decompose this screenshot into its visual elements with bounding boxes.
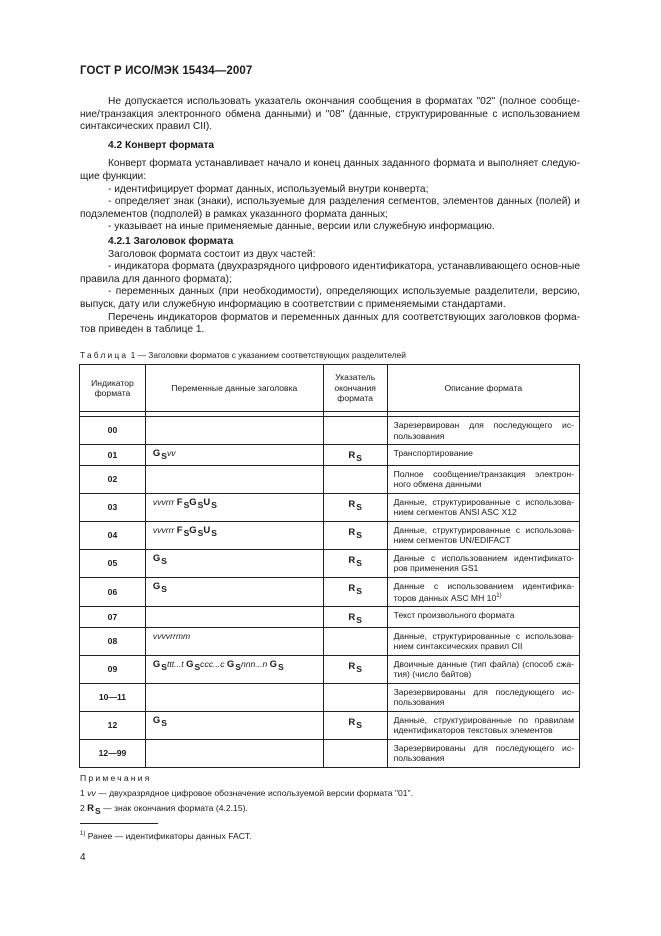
rs-terminator-symbol: RS [87, 803, 101, 816]
rs-terminator-symbol: RS [348, 582, 362, 596]
table-caption: Таблица 1 — Заголовки форматов с указанием соответствующих разделителей [80, 350, 406, 360]
table-notes [80, 773, 413, 819]
paragraph: Заголовок формата состоит из двух частей: [108, 248, 316, 260]
fs-separator-symbol: FS [176, 496, 190, 510]
list-item: - идентифицирует формат данных, используемый внутри конверта; [108, 183, 429, 195]
notes-label: Примечания [80, 773, 152, 783]
rs-terminator-symbol: RS [348, 450, 362, 463]
body-text [80, 96, 580, 337]
page-number: 4 [80, 852, 86, 863]
table-header-row [80, 365, 580, 412]
table-row: 02 Полное сообщение/транзакция электрон-ного обмена данными [80, 465, 580, 493]
list-item: - определяет знак (знаки), используемые для разделения сегментов, элементов данных (полей) и подэлементов (подполей) в рамках указанного формата данных; [80, 196, 580, 220]
gs-separator-symbol: GS [186, 658, 201, 672]
table-row: 00 Зарезервирован для последующего ис-пользования [80, 417, 580, 445]
paragraph: Конверт формата устанавливает начало и конец данных заданного формата и выполняет следую-щие функции: [80, 158, 580, 182]
table-row: 05 GS RS Данные с использованием идентификато-ров применения GS1 [80, 549, 580, 577]
column-header: Индикатор формата [80, 365, 146, 412]
table-row: 08 vvvvrrmm Данные, структурированные с использова-нием синтаксических правил CII [80, 627, 580, 655]
gs-separator-symbol: GS [152, 580, 167, 594]
column-header: Указатель окончания формата [323, 365, 387, 412]
table-row: 12 GS RS Данные, структурированные по правилам идентификаторов текстовых элементов [80, 711, 580, 739]
format-headers-table [79, 364, 580, 768]
section-heading-4-2: 4.2 Конверт формата [108, 139, 215, 151]
gs-separator-symbol: GS [152, 714, 167, 728]
paragraph: Перечень индикаторов форматов и переменных данных для соответствующих заголовков форма-тов приведен в таблице 1. [80, 311, 580, 336]
footnote-divider [80, 823, 158, 824]
gs-separator-symbol: GS [152, 552, 167, 566]
table-row: 12—99 Зарезервированы для последующего ис-пользования [80, 739, 580, 767]
table-row: 09 GSttt...t GSccc...c GSnnn...n GS RS Двоичные данные (тип файла) (способ сжа-тия) (число байтов) [80, 655, 580, 683]
rs-terminator-symbol: RS [348, 612, 362, 626]
gs-separator-symbol: GS [189, 496, 204, 510]
paragraph: Не допускается использовать указатель окончания сообщения в форматах "02" (полное сообще-ние/транзакция электронного обмена данными) и "08" (данные, структурированные с использованием синтаксических правил CII). [80, 96, 580, 133]
us-separator-symbol: US [203, 524, 217, 538]
section-heading-4-2-1: 4.2.1 Заголовок формата [108, 235, 234, 247]
list-item: - индикатора формата (двухразрядного цифрового идентификатора, устанавливающего основ-ные правила для данного формата); [80, 261, 580, 285]
rs-terminator-symbol: RS [348, 660, 362, 674]
fs-separator-symbol: FS [176, 524, 190, 538]
rs-terminator-symbol: RS [348, 526, 362, 540]
list-item: - переменных данных (при необходимости), определяющих используемые разделители, версию, выпуск, дату или служебную информацию в соответствии с применяемыми стандартами. [80, 286, 580, 310]
table-row: 06 GS RS Данные с использованием идентифика-торов данных ASC MH 10$^{1)}$ [80, 577, 580, 607]
column-header: Переменные данные заголовка [145, 365, 323, 412]
gs-separator-symbol: GS [269, 658, 284, 672]
note-1: 1 vv — двухразрядное цифровое обозначение используемой версии формата "01". [80, 788, 413, 798]
table-row: 04 vvvrrr FSGSUS RS Данные, структурированные с использова-нием сегментов UN/EDIFACT [80, 521, 580, 549]
list-item: - указывает на иные применяемые данные, версии или служебную информацию. [108, 221, 495, 233]
table-row: 01 GSvv RS Транспортирование [80, 445, 580, 466]
rs-terminator-symbol: RS [348, 554, 362, 568]
note-2: 2 RS — знак окончания формата (4.2.15). [80, 803, 248, 816]
column-header: Описание формата [387, 365, 579, 412]
us-separator-symbol: US [203, 496, 217, 510]
table-row: 03 vvvrrr FSGSUS RS Данные, структурированные с использова-нием сегментов ANSI ASC X12 [80, 493, 580, 521]
gs-separator-symbol: GS [152, 448, 167, 461]
table-row: 10—11 Зарезервированы для последующего ис-пользования [80, 683, 580, 711]
rs-terminator-symbol: RS [348, 716, 362, 730]
gs-separator-symbol: GS [189, 524, 204, 538]
footnote: $^{1)}$ Ранее — идентификаторы данных FACT. [80, 831, 252, 841]
gs-separator-symbol: GS [152, 658, 167, 672]
table-row: 07 RS Текст произвольного формата [80, 607, 580, 628]
document-header: ГОСТ Р ИСО/МЭК 15434—2007 [80, 65, 253, 77]
rs-terminator-symbol: RS [348, 498, 362, 512]
gs-separator-symbol: GS [226, 658, 241, 672]
